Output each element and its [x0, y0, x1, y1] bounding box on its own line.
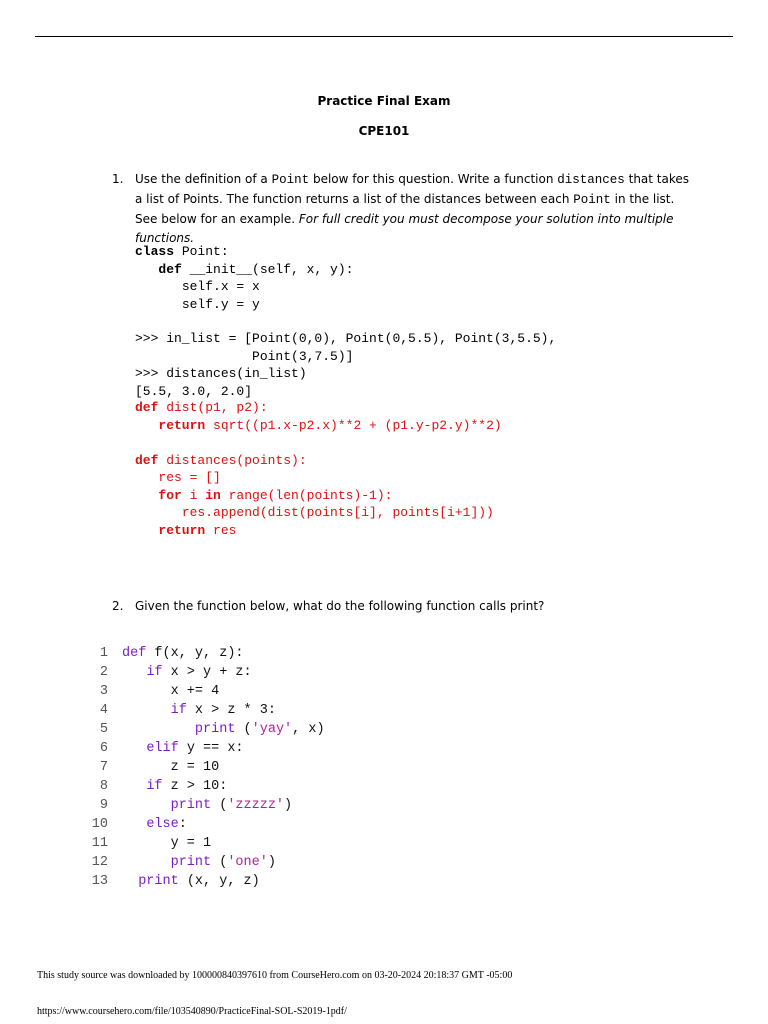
code-line-6: y == x:	[178, 741, 244, 756]
line-number: 10	[91, 817, 108, 832]
init-decl: __init__(self, x, y):	[181, 261, 354, 277]
dist-decl: dist(p1, p2):	[158, 400, 268, 415]
code-line-7: z = 10	[170, 760, 220, 775]
session-line-4: [5.5, 3.0, 2.0]	[135, 383, 253, 399]
example-session	[135, 330, 556, 400]
line-number: 3	[99, 684, 108, 699]
init-line-x: self.x = x	[181, 279, 260, 294]
line-number: 6	[99, 741, 108, 756]
class-keyword: class	[135, 244, 175, 259]
line-number: 7	[99, 760, 108, 775]
code-line-12-open: (	[211, 855, 228, 870]
q1-mid1: below for this question. Write a function	[312, 172, 554, 186]
exam-title: Practice Final Exam	[317, 94, 451, 108]
credit-note: For full credit you must decompose your solution into multiple functions.	[135, 212, 674, 245]
distances-return: res	[205, 522, 237, 538]
line-number: 13	[91, 874, 108, 889]
code-line-8: z > 10:	[162, 779, 228, 794]
point-class-name: Point	[271, 173, 310, 187]
distances-decl: distances(points):	[158, 452, 307, 468]
line-number: 11	[91, 836, 108, 851]
session-line-2: Point(3,7.5)]	[252, 348, 354, 364]
init-line-y: self.y = y	[181, 296, 260, 312]
session-line-1: >>> in_list = [Point(0,0), Point(0,5.5), Point(3,5.5),	[135, 331, 557, 346]
class-decl: Point:	[174, 244, 229, 259]
q1-intro: Use the definition of a	[135, 172, 268, 186]
line-number: 8	[99, 779, 108, 794]
code-line-11: y = 1	[170, 836, 212, 851]
string-yay: 'yay'	[251, 722, 293, 737]
source-url[interactable]: https://www.coursehero.com/file/103540890/PracticeFinal-SOL-S2019-1pdf/	[37, 1006, 347, 1017]
top-rule	[35, 36, 733, 37]
question-1-number: 1.	[112, 172, 124, 186]
code-line-9-close: )	[284, 798, 293, 813]
line-number: 9	[99, 798, 108, 813]
kw-if: if	[170, 703, 187, 718]
question-2-text: Given the function below, what do the following function calls print?	[135, 599, 545, 613]
code-line-5-close: , x)	[292, 722, 325, 737]
solution-return-keyword-2: return	[158, 522, 206, 538]
q1-mid3: in the list. See below for an example.	[135, 192, 675, 226]
line-number: 5	[99, 722, 108, 737]
line-number: 4	[99, 703, 108, 718]
distances-function-name: distances	[557, 173, 625, 187]
function-listing	[86, 644, 325, 891]
code-line-13: (x, y, z)	[178, 874, 260, 889]
string-one: 'one'	[227, 855, 268, 870]
point-class-definition	[135, 243, 353, 313]
kw-def: def	[122, 646, 147, 661]
kw-elif: elif	[146, 741, 179, 756]
question-2-number: 2.	[112, 599, 124, 613]
kw-else: else	[146, 817, 179, 832]
kw-if: if	[146, 779, 163, 794]
in-keyword: in	[205, 487, 221, 503]
code-line-2: x > y + z:	[162, 665, 252, 680]
line-number: 12	[91, 855, 108, 870]
solution-def-keyword: def	[135, 400, 159, 415]
kw-print: print	[170, 855, 212, 870]
code-line-4: x > z * 3:	[186, 703, 276, 718]
kw-print: print	[170, 798, 212, 813]
kw-print: print	[138, 874, 179, 889]
line-number: 2	[99, 665, 108, 680]
course-code: CPE101	[358, 124, 410, 138]
for-range: range(len(points)-1):	[220, 487, 393, 503]
session-line-3: >>> distances(in_list)	[135, 366, 307, 381]
for-keyword: for	[158, 487, 182, 503]
line-number: 1	[99, 646, 108, 661]
question-1-text	[135, 170, 690, 248]
code-line-9-open: (	[211, 798, 228, 813]
point-class-name-2: Point	[573, 193, 611, 207]
code-line-10: :	[178, 817, 187, 832]
solution-def-keyword-2: def	[135, 452, 159, 468]
def-keyword: def	[158, 261, 182, 277]
dist-return: sqrt((p1.x-p2.x)**2 + (p1.y-p2.y)**2)	[205, 417, 502, 433]
for-var: i	[181, 487, 206, 503]
string-zzzzz: 'zzzzz'	[227, 798, 285, 813]
res-append: res.append(dist(points[i], points[i+1]))	[181, 505, 494, 520]
res-init: res = []	[158, 470, 221, 485]
download-notice: This study source was downloaded by 100000840397610 from CourseHero.com on 03-20-2024 20:18:37 GMT -05:00	[37, 970, 513, 981]
kw-if: if	[146, 665, 163, 680]
code-line-3: x += 4	[170, 684, 220, 699]
kw-print: print	[194, 722, 236, 737]
code-line-5-open: (	[235, 722, 252, 737]
code-line-1: f(x, y, z):	[146, 646, 244, 661]
code-line-12-close: )	[267, 855, 276, 870]
solution-code	[135, 399, 502, 539]
q1-mid2: that takes a list of Points. The function returns a list of the distances between each	[135, 172, 690, 206]
solution-return-keyword: return	[158, 417, 206, 433]
